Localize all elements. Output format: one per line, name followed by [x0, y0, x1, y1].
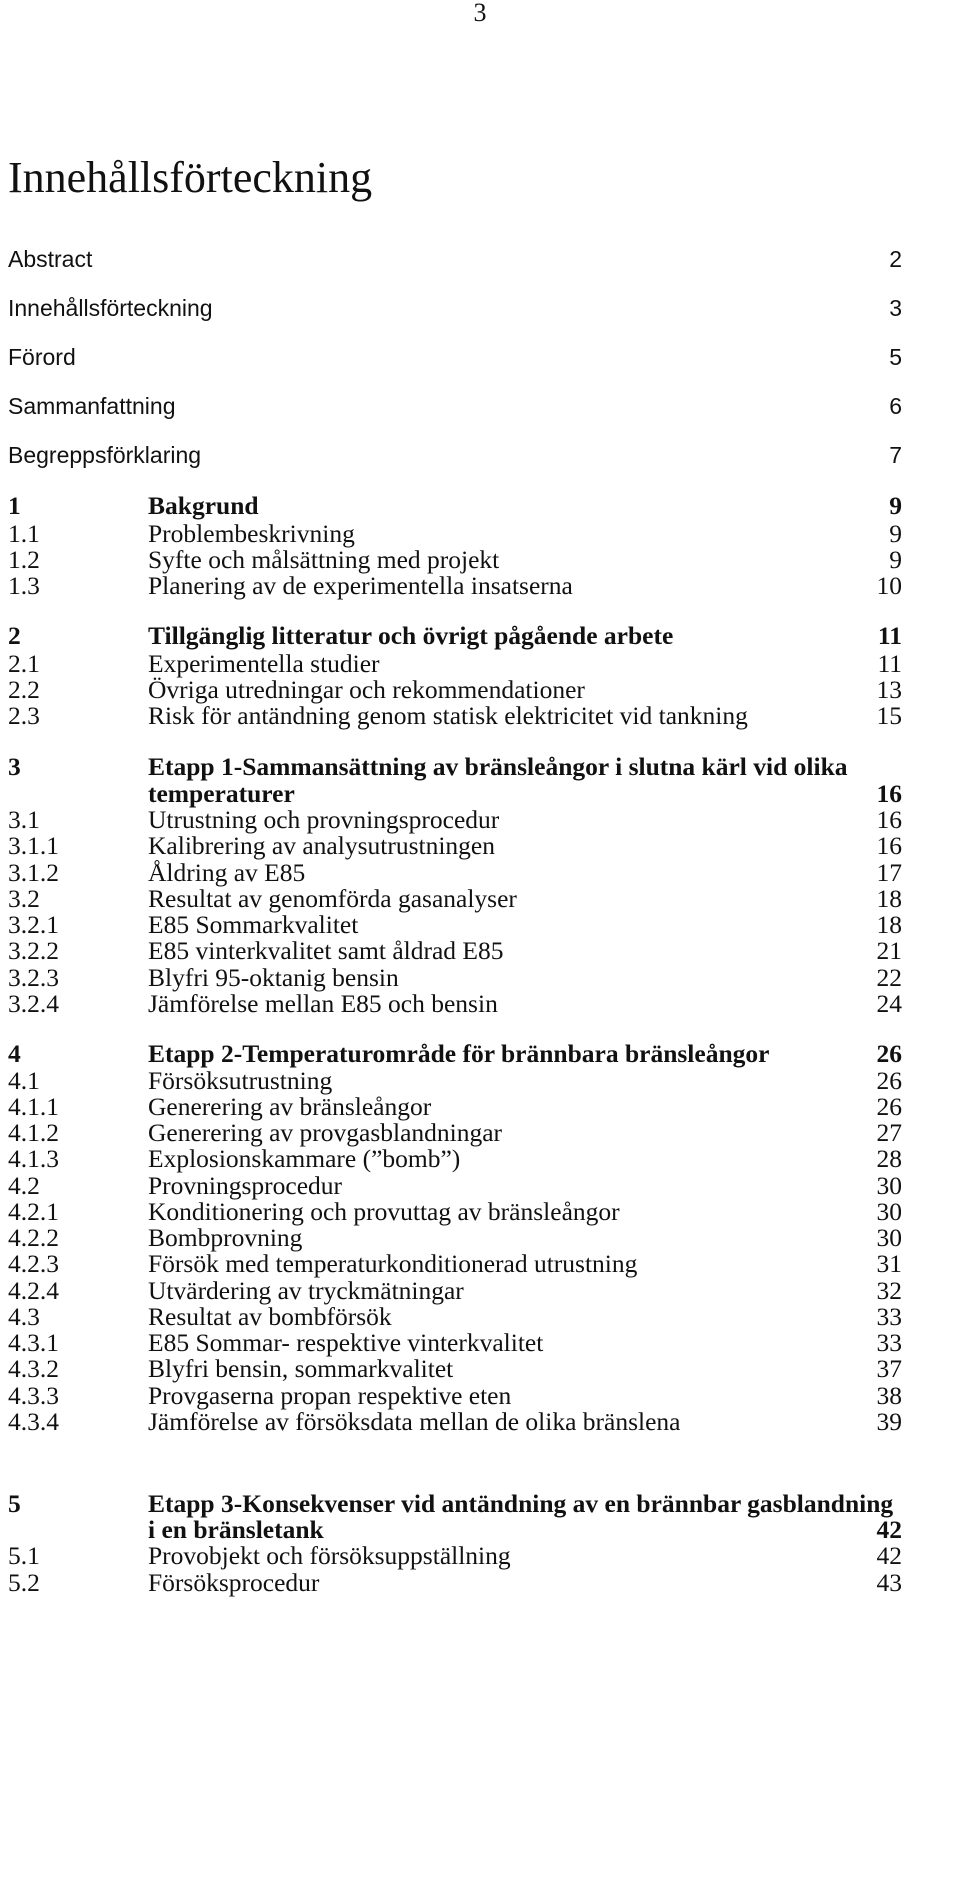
- toc-entry-page: 30: [876, 1197, 902, 1226]
- toc-entry-label: Resultat av genomförda gasanalyser: [148, 884, 517, 913]
- toc-entry-label: Kalibrering av analysutrustningen: [148, 831, 495, 860]
- toc-entry-page: 26: [876, 1039, 902, 1068]
- toc-entry-number: 2: [8, 621, 21, 650]
- toc-entry-page: 18: [876, 910, 902, 939]
- toc-entry-label: Bombprovning: [148, 1223, 303, 1252]
- toc-entry-number: 1.3: [8, 571, 40, 600]
- toc-entry-label: Åldring av E85: [148, 858, 306, 887]
- toc-entry-label: Abstract: [8, 246, 93, 272]
- toc-entry-label: Explosionskammare (”bomb”): [148, 1144, 461, 1173]
- toc-entry-page: 30: [876, 1223, 902, 1252]
- toc-entry-page: 7: [889, 442, 902, 468]
- toc-entry-page: 16: [876, 779, 902, 808]
- toc-entry-page: 15: [876, 701, 902, 730]
- toc-entry-number: 3.1.2: [8, 858, 59, 887]
- toc-entry-number: 1.2: [8, 545, 40, 574]
- toc-entry-label: Blyfri 95-oktanig bensin: [148, 963, 399, 992]
- toc-entry-label: Problembeskrivning: [148, 519, 355, 548]
- toc-entry-label: Blyfri bensin, sommarkvalitet: [148, 1354, 454, 1383]
- toc-entry-page: 26: [876, 1066, 902, 1095]
- toc-entry-label: Utrustning och provningsprocedur: [148, 805, 500, 834]
- toc-entry-number: 4.1.2: [8, 1118, 59, 1147]
- toc-entry-number: 4: [8, 1039, 21, 1068]
- toc-entry-number: 4.2.4: [8, 1276, 59, 1305]
- toc-entry-label: Jämförelse av försöksdata mellan de olika bränslena: [148, 1407, 681, 1436]
- toc-entry-page: 16: [876, 805, 902, 834]
- toc-entry-label: Etapp 3-Konsekvenser vid antändning av en brännbar gasblandning: [148, 1489, 894, 1518]
- page-number: 3: [473, 0, 487, 27]
- toc-entry-number: 4.3.2: [8, 1354, 59, 1383]
- toc-entry-page: 5: [889, 344, 902, 370]
- toc-entry-number: 4.3.3: [8, 1381, 59, 1410]
- toc-entry-number: 3.2.4: [8, 989, 59, 1018]
- toc-entry-label: Jämförelse mellan E85 och bensin: [148, 989, 498, 1018]
- toc-entry-label: Experimentella studier: [148, 649, 380, 678]
- toc-entry-label: Bakgrund: [148, 491, 259, 520]
- toc-entry-page: 24: [876, 989, 902, 1018]
- toc-entry-number: 3.1.1: [8, 831, 59, 860]
- toc-entry-number: 5.2: [8, 1568, 40, 1597]
- toc-entry-page: 2: [889, 246, 902, 272]
- toc-entry-page: 3: [889, 295, 902, 321]
- toc-entry-page: 18: [876, 884, 902, 913]
- toc-entry-number: 4.2.1: [8, 1197, 59, 1226]
- toc-entry-page: 21: [876, 936, 902, 965]
- toc-entry-page: 11: [877, 621, 902, 650]
- toc-entry-page: 6: [889, 393, 902, 419]
- toc-entry-label: Konditionering och provuttag av bränsleångor: [148, 1197, 620, 1226]
- toc-entry-page: 38: [876, 1381, 902, 1410]
- toc-front-matter-item[interactable]: [0, 439, 960, 471]
- toc-entry-page: 13: [876, 675, 902, 704]
- toc-entry-label: E85 Sommar- respektive vinterkvalitet: [148, 1328, 544, 1357]
- toc-entry-label: Begreppsförklaring: [8, 442, 202, 468]
- toc-entry-number: 5.1: [8, 1541, 40, 1570]
- toc-entry-number: 3.2.3: [8, 963, 59, 992]
- page-title: Innehållsförteckning: [8, 153, 373, 202]
- toc-entry-number: 4.3.1: [8, 1328, 59, 1357]
- toc-entry-number: 3.2.1: [8, 910, 59, 939]
- toc-entry-number: 4.2.3: [8, 1249, 59, 1278]
- toc-entry-label: Risk för antändning genom statisk elektricitet vid tankning: [148, 701, 748, 730]
- toc-section-entry[interactable]: [0, 988, 960, 1020]
- toc-entry-page: 26: [876, 1092, 902, 1121]
- toc-entry-number: 4.2: [8, 1171, 40, 1200]
- toc-entry-page: 27: [876, 1118, 902, 1147]
- toc-entry-page: 16: [876, 831, 902, 860]
- toc-entry-page: 11: [877, 649, 902, 678]
- toc-entry-page: 22: [876, 963, 902, 992]
- toc-entry-label: Generering av provgasblandningar: [148, 1118, 503, 1147]
- toc-section-entry[interactable]: [0, 570, 960, 602]
- toc-entry-label: Tillgänglig litteratur och övrigt pågående arbete: [148, 621, 674, 650]
- toc-entry-page: 9: [889, 491, 902, 520]
- toc-section-entry[interactable]: [0, 1567, 960, 1599]
- toc-entry-page: 33: [876, 1328, 902, 1357]
- toc-entry-label: Provgaserna propan respektive eten: [148, 1381, 512, 1410]
- toc-entry-page: 37: [876, 1354, 902, 1383]
- toc-entry-page: 9: [889, 519, 902, 548]
- toc-entry-label: i en bränsletank: [148, 1515, 324, 1544]
- toc-entry-page: 39: [876, 1407, 902, 1436]
- toc-section-entry[interactable]: [0, 1406, 960, 1438]
- toc-entry-label: Försöksprocedur: [148, 1568, 320, 1597]
- toc-entry-label: E85 Sommarkvalitet: [148, 910, 359, 939]
- toc-entry-label: Förord: [8, 344, 76, 370]
- toc-entry-number: 5: [8, 1489, 21, 1518]
- toc-entry-page: 10: [876, 571, 902, 600]
- toc-entry-label: Generering av bränsleångor: [148, 1092, 432, 1121]
- toc-entry-number: 2.3: [8, 701, 40, 730]
- toc-entry-number: 2.2: [8, 675, 40, 704]
- toc-entry-number: 4.1.3: [8, 1144, 59, 1173]
- toc-entry-number: 3: [8, 752, 21, 781]
- toc-entry-number: 4.1.1: [8, 1092, 59, 1121]
- toc-entry-number: 1.1: [8, 519, 40, 548]
- toc-entry-label: Resultat av bombförsök: [148, 1302, 392, 1331]
- toc-entry-label: Etapp 1-Sammansättning av bränsleångor i slutna kärl vid olika: [148, 752, 848, 781]
- toc-entry-number: 4.3: [8, 1302, 40, 1331]
- toc-entry-label: Övriga utredningar och rekommendationer: [148, 675, 585, 704]
- toc-entry-page: 43: [876, 1568, 902, 1597]
- toc-entry-label: Provobjekt och försöksuppställning: [148, 1541, 511, 1570]
- toc-front-matter-item[interactable]: [0, 390, 960, 422]
- toc-entry-label: Försök med temperaturkonditionerad utrustning: [148, 1249, 638, 1278]
- toc-entry-label: Etapp 2-Temperaturområde för brännbara bränsleångor: [148, 1039, 770, 1068]
- toc-entry-label: Syfte och målsättning med projekt: [148, 545, 500, 574]
- toc-entry-number: 2.1: [8, 649, 40, 678]
- toc-entry-label: Försöksutrustning: [148, 1066, 333, 1095]
- toc-entry-page: 32: [876, 1276, 902, 1305]
- toc-entry-number: 4.2.2: [8, 1223, 59, 1252]
- toc-entry-page: 30: [876, 1171, 902, 1200]
- toc-entry-page: 28: [876, 1144, 902, 1173]
- toc-entry-page: 31: [876, 1249, 902, 1278]
- toc-entry-number: 3.2.2: [8, 936, 59, 965]
- toc-section-entry[interactable]: [0, 700, 960, 732]
- toc-entry-number: 1: [8, 491, 21, 520]
- toc-entry-label: Innehållsförteckning: [8, 295, 213, 321]
- toc-entry-label: Planering av de experimentella insatserna: [148, 571, 573, 600]
- toc-entry-page: 42: [876, 1541, 902, 1570]
- toc-entry-label: Utvärdering av tryckmätningar: [148, 1276, 464, 1305]
- toc-front-matter-item[interactable]: [0, 341, 960, 373]
- toc-entry-number: 3.2: [8, 884, 40, 913]
- toc-entry-page: 9: [889, 545, 902, 574]
- toc-entry-label: E85 vinterkvalitet samt åldrad E85: [148, 936, 504, 965]
- toc-entry-number: 4.1: [8, 1066, 40, 1095]
- toc-entry-number: 4.3.4: [8, 1407, 59, 1436]
- toc-front-matter-item[interactable]: [0, 292, 960, 324]
- toc-entry-label: temperaturer: [148, 779, 295, 808]
- toc-entry-label: Provningsprocedur: [148, 1171, 343, 1200]
- toc-entry-label: Sammanfattning: [8, 393, 176, 419]
- toc-entry-page: 33: [876, 1302, 902, 1331]
- toc-entry-page: 17: [876, 858, 902, 887]
- toc-entry-number: 3.1: [8, 805, 40, 834]
- toc-front-matter-item[interactable]: [0, 243, 960, 275]
- toc-entry-page: 42: [876, 1515, 902, 1544]
